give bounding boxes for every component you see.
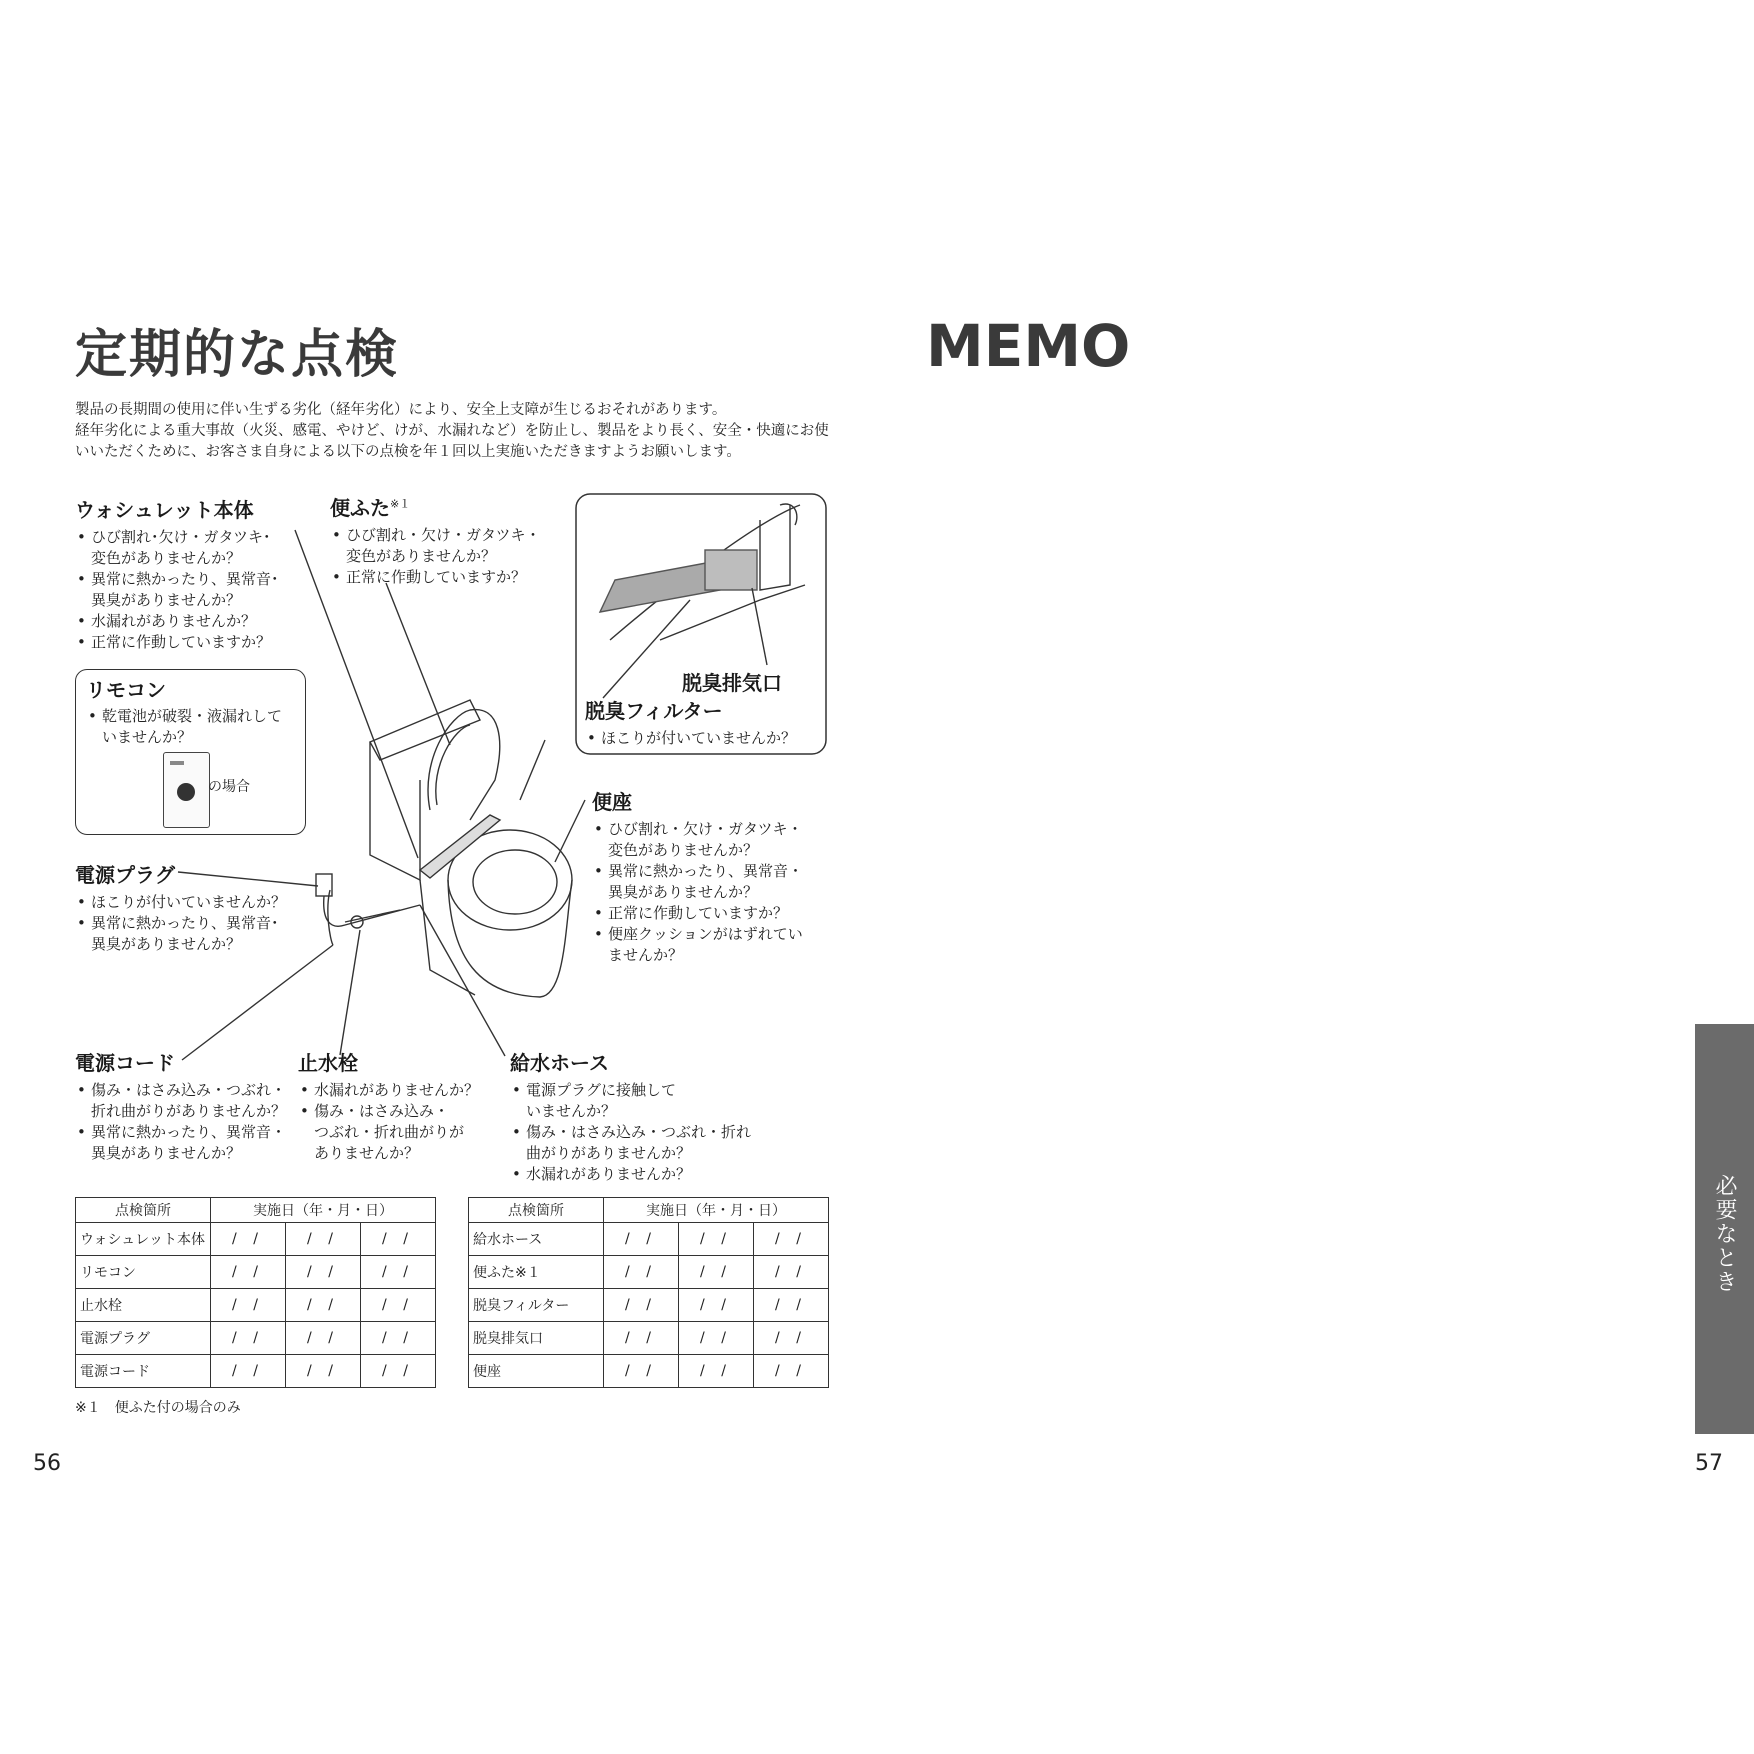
date-cell[interactable]: / / <box>604 1289 679 1322</box>
date-cell[interactable]: / / <box>361 1223 436 1256</box>
remote-control-image <box>163 752 210 828</box>
date-cell[interactable]: / / <box>679 1256 754 1289</box>
list-item: • 便座クッションがはずれてい ませんか？ <box>592 924 803 966</box>
date-cell[interactable]: / / <box>754 1355 829 1388</box>
page-title: 定期的な点検 <box>75 325 400 385</box>
table-cell-place: 電源コード <box>76 1355 211 1388</box>
list-item: • 正常に作動していますか？ <box>592 903 803 924</box>
deodor-filter-section <box>585 695 796 749</box>
table-header-date: 実施日（年・月・日） <box>604 1198 829 1223</box>
list-item: • 乾電池が破裂・液漏れして いませんか？ <box>86 706 282 748</box>
intro-line: 経年劣化による重大事故（火災、感電、やけど、けが、水漏れなど）を防止し、製品をより長く、安全・快適にお使 <box>75 423 829 439</box>
date-cell[interactable]: / / <box>211 1256 286 1289</box>
table-cell-place: 止水栓 <box>76 1289 211 1322</box>
remote-button-icon <box>177 783 195 801</box>
date-cell[interactable]: / / <box>361 1256 436 1289</box>
list-item: • ひび割れ・欠け・ガタツキ・ 変色がありませんか？ <box>592 819 803 861</box>
date-cell[interactable]: / / <box>679 1322 754 1355</box>
list-item: • 異常に熱かったり、異常音・ 異臭がありませんか？ <box>592 861 803 903</box>
valve-title: 止水栓 <box>298 1051 358 1075</box>
list-item: • 正常に作動していますか？ <box>330 567 541 588</box>
date-cell[interactable]: / / <box>361 1289 436 1322</box>
list-item: • ひび割れ･欠け・ガタツキ･ 変色がありませんか？ <box>75 527 279 569</box>
hose-checklist <box>510 1080 751 1185</box>
table-header-date: 実施日（年・月・日） <box>211 1198 436 1223</box>
date-cell[interactable]: / / <box>604 1223 679 1256</box>
list-item: • 水漏れがありませんか？ <box>298 1080 479 1101</box>
table-row <box>76 1223 436 1256</box>
page-number-right: 57 <box>1695 1451 1723 1476</box>
list-item: • 異常に熱かったり、異常音･ 異臭がありませんか？ <box>75 569 279 611</box>
side-tab-label: 必要なとき <box>1712 1174 1737 1294</box>
date-cell[interactable]: / / <box>754 1256 829 1289</box>
list-item: • ほこりが付いていませんか？ <box>75 892 286 913</box>
intro-line: 製品の長期間の使用に伴い生ずる劣化（経年劣化）により、安全上支障が生じるおそれがあります。 <box>75 402 727 418</box>
table-row <box>76 1355 436 1388</box>
table-row <box>76 1256 436 1289</box>
lid-title-text: 便ふた <box>330 496 390 520</box>
table-cell-place: 脱臭排気口 <box>469 1322 604 1355</box>
lid-title <box>330 492 541 521</box>
hose-title: 給水ホース <box>510 1051 609 1075</box>
page-number-left: 56 <box>33 1451 61 1476</box>
remote-label-icon <box>170 761 184 765</box>
remote-case-label: の場合 <box>208 779 250 795</box>
plug-title: 電源プラグ <box>75 863 175 887</box>
table-cell-place: ウォシュレット本体 <box>76 1223 211 1256</box>
list-item: • 正常に作動していますか？ <box>75 632 279 653</box>
date-cell[interactable]: / / <box>679 1289 754 1322</box>
list-item: • 異常に熱かったり、異常音・ 異臭がありませんか？ <box>75 1122 286 1164</box>
washlet-checklist <box>75 527 279 653</box>
table-cell-place: 便ふた※１ <box>469 1256 604 1289</box>
table-cell-place: 給水ホース <box>469 1223 604 1256</box>
table-row <box>469 1223 829 1256</box>
list-item: • 傷み・はさみ込み・つぶれ・ 折れ曲がりがありませんか？ <box>75 1080 286 1122</box>
table-row <box>469 1355 829 1388</box>
deodor-filter-checklist <box>585 728 796 749</box>
washlet-section <box>75 494 279 653</box>
plug-section <box>75 859 286 955</box>
date-cell[interactable]: / / <box>361 1355 436 1388</box>
date-cell[interactable]: / / <box>754 1289 829 1322</box>
hose-section <box>510 1047 751 1185</box>
table-row <box>469 1322 829 1355</box>
date-cell[interactable]: / / <box>286 1256 361 1289</box>
plug-checklist <box>75 892 286 955</box>
seat-section <box>592 786 803 966</box>
cord-title: 電源コード <box>75 1051 175 1075</box>
deodor-filter-title: 脱臭フィルター <box>585 699 723 723</box>
date-cell[interactable]: / / <box>604 1355 679 1388</box>
list-item: • ほこりが付いていませんか？ <box>585 728 796 749</box>
valve-section <box>298 1047 479 1164</box>
date-cell[interactable]: / / <box>286 1355 361 1388</box>
table-row <box>76 1289 436 1322</box>
table-row <box>469 1256 829 1289</box>
inspection-table-left <box>75 1197 436 1388</box>
deodor-outlet-title: 脱臭排気口 <box>682 671 782 695</box>
remote-checklist <box>86 706 282 748</box>
date-cell[interactable]: / / <box>754 1322 829 1355</box>
date-cell[interactable]: / / <box>286 1322 361 1355</box>
date-cell[interactable]: / / <box>211 1289 286 1322</box>
valve-checklist <box>298 1080 479 1164</box>
list-item: • 電源プラグに接触して いませんか？ <box>510 1080 751 1122</box>
date-cell[interactable]: / / <box>754 1223 829 1256</box>
table-cell-place: 電源プラグ <box>76 1322 211 1355</box>
inspection-table-right <box>468 1197 829 1388</box>
list-item: • 水漏れがありませんか？ <box>510 1164 751 1185</box>
lid-checklist <box>330 525 541 588</box>
remote-title: リモコン <box>86 678 166 702</box>
cord-checklist <box>75 1080 286 1164</box>
date-cell[interactable]: / / <box>679 1355 754 1388</box>
list-item: • 異常に熱かったり、異常音･ 異臭がありませんか？ <box>75 913 286 955</box>
lid-note-mark: ※１ <box>390 497 411 511</box>
table-header-place: 点検箇所 <box>76 1198 211 1223</box>
date-cell[interactable]: / / <box>604 1322 679 1355</box>
date-cell[interactable]: / / <box>361 1322 436 1355</box>
date-cell[interactable]: / / <box>211 1223 286 1256</box>
washlet-title: ウォシュレット本体 <box>75 498 254 522</box>
table-row <box>469 1289 829 1322</box>
side-tab[interactable] <box>1695 1024 1754 1434</box>
date-cell[interactable]: / / <box>211 1322 286 1355</box>
list-item: • 傷み・はさみ込み・つぶれ・折れ 曲がりがありませんか？ <box>510 1122 751 1164</box>
table-cell-place: 便座 <box>469 1355 604 1388</box>
seat-checklist <box>592 819 803 966</box>
table-cell-place: リモコン <box>76 1256 211 1289</box>
seat-title: 便座 <box>592 790 632 814</box>
date-cell[interactable]: / / <box>679 1223 754 1256</box>
table-row <box>76 1322 436 1355</box>
memo-heading: MEMO <box>926 312 1131 380</box>
table-header-place: 点検箇所 <box>469 1198 604 1223</box>
lid-section <box>330 492 541 588</box>
cord-section <box>75 1047 286 1164</box>
date-cell[interactable]: / / <box>211 1355 286 1388</box>
date-cell[interactable]: / / <box>286 1289 361 1322</box>
list-item: • 傷み・はさみ込み・ つぶれ・折れ曲がりが ありませんか？ <box>298 1101 479 1164</box>
table-cell-place: 脱臭フィルター <box>469 1289 604 1322</box>
date-cell[interactable]: / / <box>604 1256 679 1289</box>
footnote: ※１ 便ふた付の場合のみ <box>75 1400 241 1416</box>
list-item: • 水漏れがありませんか？ <box>75 611 279 632</box>
date-cell[interactable]: / / <box>286 1223 361 1256</box>
intro-line: いいただくために、お客さま自身による以下の点検を年１回以上実施いただきますようお願いします。 <box>75 444 741 460</box>
list-item: • ひび割れ・欠け・ガタツキ・ 変色がありませんか？ <box>330 525 541 567</box>
